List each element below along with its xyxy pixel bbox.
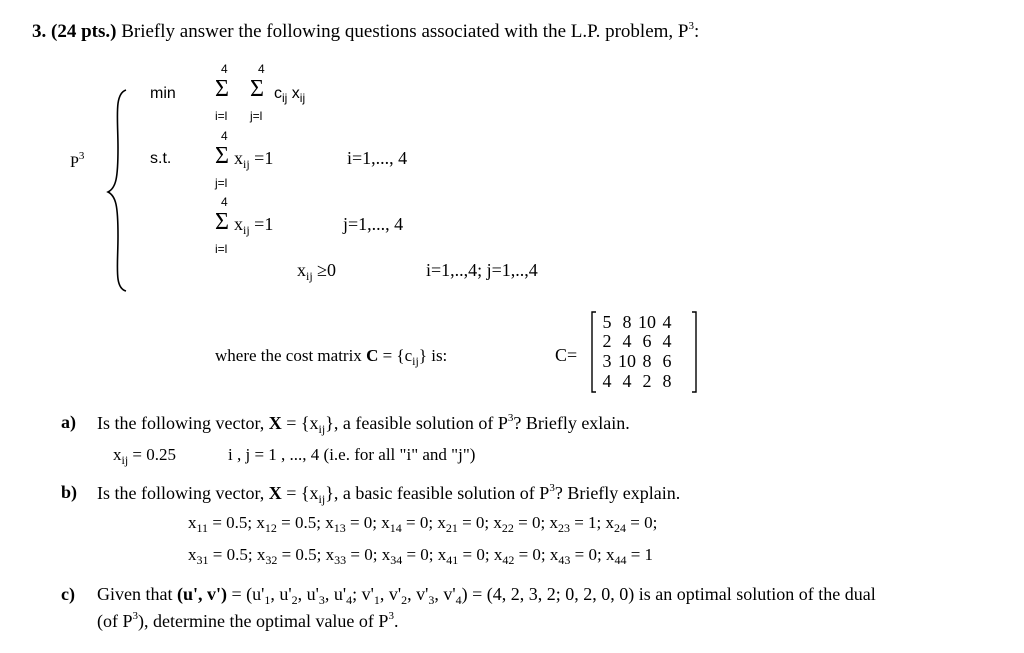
question-points: (24 pts.)	[51, 21, 117, 42]
obj-lower-j: j=l	[250, 109, 263, 123]
matrix-row-1: 5 8 10 4	[602, 312, 672, 332]
part-b-vector-row-1: $x_{11} = 0.5$; $x_{12} = 0.5$; $x_{13} = 0$; $x_{14} = 0$; $x_{21} = 0$; $x_{22} = 0$; $x_{23} = 1$; $x_{24} = 0$;	[188, 513, 658, 535]
problem-name: $P^3$	[70, 150, 85, 171]
part-a-label: a)	[61, 412, 76, 432]
part-c-label: c)	[61, 584, 75, 604]
part-b-question: Is the following vector, $X = \{x_{ij}\}$, a basic feasible solution of $P^3$? Briefly explain.	[97, 482, 681, 506]
min-label: min	[150, 85, 176, 102]
question-number: 3.	[32, 21, 47, 42]
obj-sigma-j: Σ	[250, 76, 264, 102]
c1-upper: 4	[221, 129, 228, 143]
matrix-row-2: 2 4 6 4	[602, 331, 672, 351]
part-b-vector-row-2: $x_{31} = 0.5$; $x_{32} = 0.5$; $x_{33} = 0$; $x_{34} = 0$; $x_{41} = 0$; $x_{42} = 0$; $x_{43} = 0$; $x_{44} = 1$	[188, 545, 654, 567]
obj-sigma-i: Σ	[215, 76, 229, 102]
constraint-1: $x_{ij} =1$	[234, 148, 274, 171]
part-a-vector: $x_{ij} = 0.25$	[113, 445, 177, 467]
obj-lower-i: i=l	[215, 109, 228, 123]
constraint-2-range: j=1,..., 4	[343, 214, 404, 234]
obj-upper-j: 4	[258, 62, 265, 76]
part-c-line-1: Given that (u', $v') = (u'_1$, $u'_2$, $u'_3$, $u'_4$; $v'_1$, $v'_2$, $v'_3$, $v'_4) = (4$, 2, 3, 2; 0, 2, 0, 0) is an optimal solution of the dual	[97, 584, 876, 607]
question-header: 3. (24 pts.) Briefly answer the following questions associated with the L.P. problem, $P^3$:	[32, 20, 700, 42]
st-label: s.t.	[150, 150, 172, 167]
constraint-1-range: i=1,..., 4	[347, 148, 408, 168]
matrix-row-4: 4 4 2 8	[602, 371, 672, 391]
cost-matrix-text: where the cost matrix $C = \{c_{ij}\}$ is:	[215, 346, 448, 368]
left-brace	[104, 88, 134, 293]
question-text: Briefly answer the following questions associated with the L.P. problem, P	[121, 21, 689, 42]
c2-sigma: Σ	[215, 209, 229, 235]
c1-sigma: Σ	[215, 143, 229, 169]
objective-term: $c_{ij}$ $x_{ij}$	[274, 85, 306, 105]
c2-lower: i=l	[215, 242, 228, 256]
c1-lower: j=l	[215, 176, 228, 190]
c2-upper: 4	[221, 195, 228, 209]
constraint-2: $x_{ij} =1$	[234, 214, 274, 237]
part-a-range: i , j = 1 , ..., 4 (i.e. for all "i" and "j")	[228, 445, 476, 464]
nonneg-range: i=1,..,4; j=1,..,4	[426, 260, 538, 280]
matrix-row-3: 3 10 8 6	[602, 351, 672, 371]
cost-matrix-label: C=	[555, 345, 578, 365]
nonneg-constraint: $x_{ij} \ge 0$	[297, 260, 337, 283]
part-b-label: b)	[61, 482, 78, 502]
part-c-line-2: (of $P^3$), determine the optimal value of $P^3$.	[97, 610, 399, 631]
part-a-question: Is the following vector, $X = \{x_{ij}\}$, a feasible solution of $P^3$? Briefly exlain.	[97, 412, 630, 436]
obj-upper-i: 4	[221, 62, 228, 76]
